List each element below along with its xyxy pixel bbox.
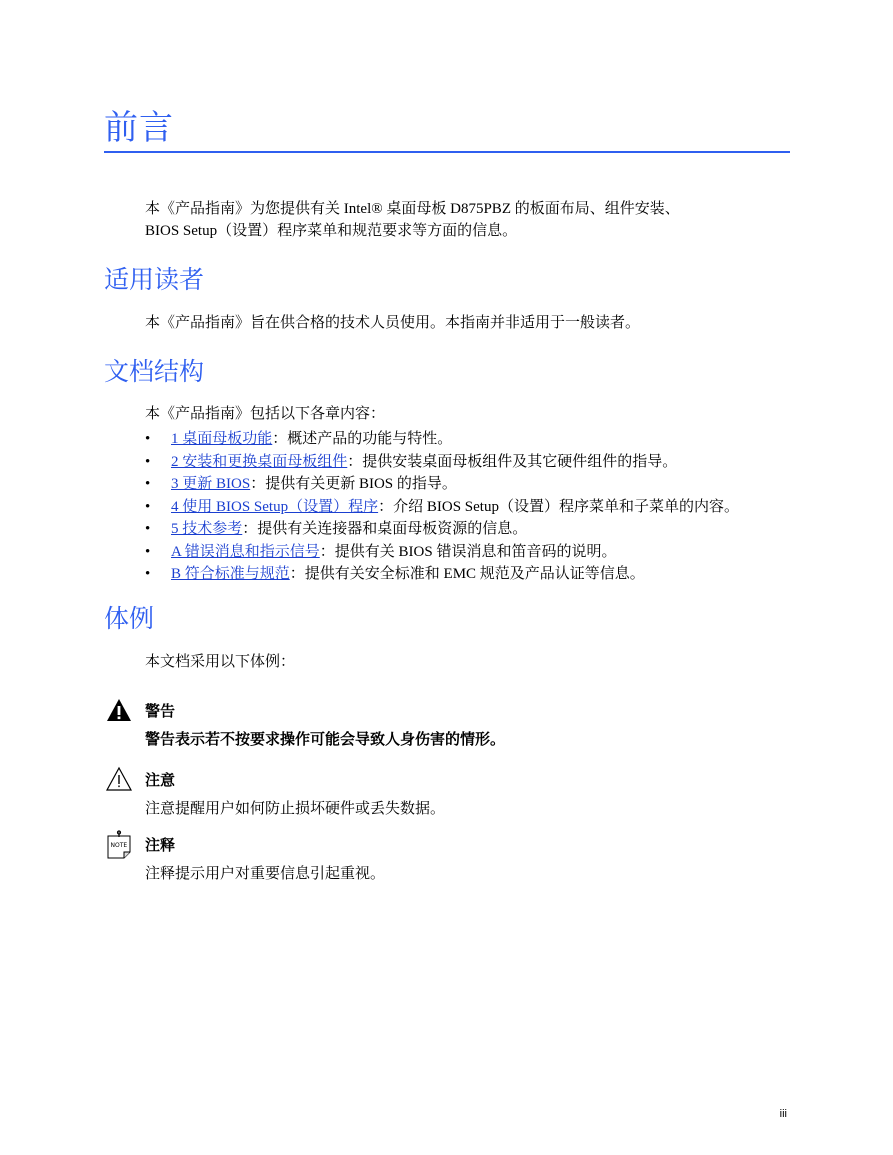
separator: ： [242, 521, 258, 537]
chapter-item [145, 451, 739, 474]
bullet-icon: • [145, 498, 151, 515]
note-pad-icon [104, 830, 134, 860]
chapter-link-5[interactable]: 5 技术参考 [171, 521, 243, 537]
separator: ： [272, 431, 288, 447]
note-icon-label: NOTE [110, 842, 128, 849]
intro-line-1: 本《产品指南》为您提供有关 Intel® 桌面母板 D875PBZ 的板面布局、组件安装、 [145, 201, 680, 217]
chapter-item [145, 518, 739, 541]
chapter-desc: 提供有关 BIOS 错误消息和笛音码的说明。 [334, 543, 617, 560]
separator: ： [319, 543, 335, 560]
caution-title: 注意 [145, 771, 176, 789]
warning-title: 警告 [145, 702, 176, 720]
section-heading-structure: 文档结构 [104, 357, 205, 386]
chapter-item [145, 563, 739, 586]
chapter-list [145, 428, 739, 586]
chapter-desc: 介绍 BIOS Setup（设置）程序菜单和子菜单的内容。 [393, 498, 739, 515]
chapter-item [145, 473, 739, 496]
intro-line-2: BIOS Setup（设置）程序菜单和规范要求等方面的信息。 [145, 223, 518, 239]
page-number: iii [779, 1108, 787, 1120]
bullet-icon: • [145, 521, 151, 537]
audience-text: 本《产品指南》旨在供合格的技术人员使用。本指南并非适用于一般读者。 [145, 315, 641, 331]
bullet-icon: • [145, 543, 151, 560]
separator: ： [289, 566, 305, 582]
chapter-link-3[interactable]: 3 更新 BIOS [171, 476, 251, 492]
separator: ： [378, 498, 394, 515]
caution-text: 注意提醒用户如何防止损坏硬件或丢失数据。 [145, 801, 446, 817]
caution-outline-icon [104, 765, 134, 795]
chapter-link-a[interactable]: A 错误消息和指示信号 [171, 543, 320, 560]
chapter-item [145, 541, 739, 564]
warning-text: 警告表示若不按要求操作可能会导致人身伤害的情形。 [145, 730, 506, 748]
chapter-item [145, 428, 739, 451]
chapter-desc: 提供有关连接器和桌面母板资源的信息。 [257, 521, 528, 537]
note-text: 注释提示用户对重要信息引起重视。 [145, 866, 386, 882]
section-heading-audience: 适用读者 [104, 265, 205, 294]
chapter-item [145, 496, 739, 519]
chapter-desc: 提供有关更新 BIOS 的指导。 [265, 476, 457, 492]
bullet-icon: • [145, 566, 151, 582]
chapter-link-b[interactable]: B 符合标准与规范 [171, 566, 290, 582]
page-title: 前言 [104, 108, 174, 148]
section-heading-conventions: 体例 [104, 604, 155, 633]
chapter-desc: 概述产品的功能与特性。 [287, 431, 453, 447]
chapter-desc: 提供安装桌面母板组件及其它硬件组件的指导。 [362, 453, 678, 470]
chapter-link-2[interactable]: 2 安装和更换桌面母板组件 [171, 453, 348, 470]
title-rule [104, 151, 790, 153]
bullet-icon: • [145, 453, 151, 470]
structure-intro: 本《产品指南》包括以下各章内容： [145, 406, 386, 422]
note-title: 注释 [145, 836, 176, 854]
conventions-intro: 本文档采用以下体例： [145, 654, 296, 670]
warning-filled-icon [104, 696, 134, 726]
chapter-link-4[interactable]: 4 使用 BIOS Setup（设置）程序 [171, 498, 379, 515]
separator: ： [250, 476, 266, 492]
bullet-icon: • [145, 431, 151, 447]
chapter-desc: 提供有关安全标准和 EMC 规范及产品认证等信息。 [304, 566, 645, 582]
bullet-icon: • [145, 476, 151, 492]
separator: ： [347, 453, 363, 470]
chapter-link-1[interactable]: 1 桌面母板功能 [171, 431, 273, 447]
